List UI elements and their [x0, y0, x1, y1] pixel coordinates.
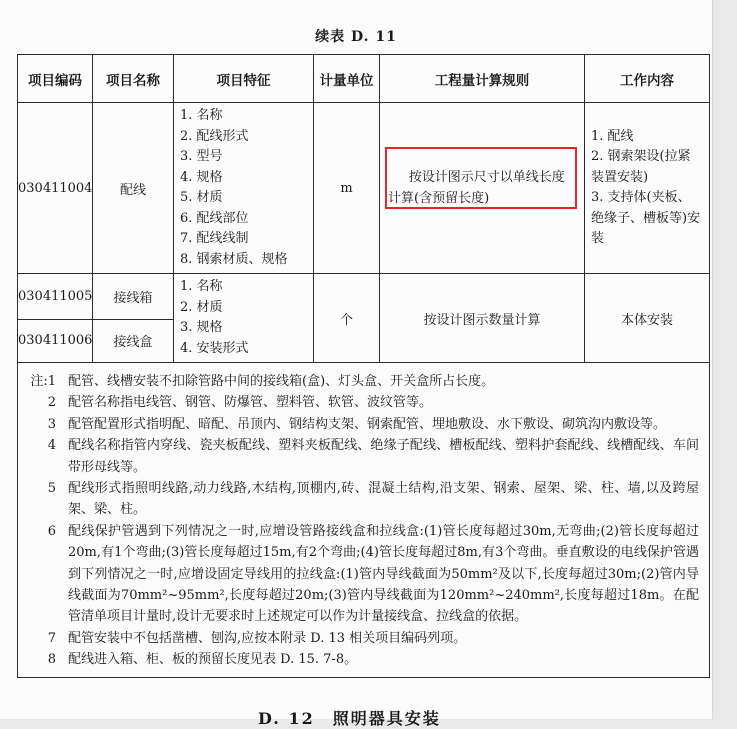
feature-line: 6. 配线部位: [180, 210, 249, 226]
item-unit: 个: [314, 274, 380, 363]
feature-line: 3. 型号: [180, 149, 223, 164]
note-item: [26, 628, 699, 649]
feature-line: 4. 规格: [180, 169, 223, 185]
header-features: 项目特征: [174, 55, 314, 103]
item-code: 030411004: [18, 103, 93, 274]
item-rule: [380, 103, 585, 274]
feature-line: 7. 配线线制: [180, 231, 249, 246]
item-name: 配线: [93, 103, 174, 274]
header-code: 项目编码: [18, 55, 93, 103]
note-number: 5: [47, 481, 56, 497]
note-number: 6: [47, 523, 56, 539]
header-work: 工作内容: [585, 55, 710, 103]
feature-line: 8. 钢索材质、规格: [180, 251, 288, 267]
feature-line: 2. 材质: [180, 299, 223, 315]
note-item: [26, 478, 699, 521]
item-name: 接线箱: [93, 274, 174, 320]
work-line: 2. 钢索架设(拉紧装置安装): [591, 149, 691, 185]
work-line: 3. 支持体(夹板、绝缘子、槽板等)安装: [591, 190, 701, 246]
note-item: [26, 435, 699, 478]
note-number: 4: [47, 438, 56, 454]
item-work: 本体安装: [585, 274, 710, 363]
note-item: [26, 392, 699, 413]
notes-row: [18, 363, 710, 678]
header-rule: 工程量计算规则: [380, 55, 585, 103]
rule-text: 按设计图示尺寸以单线长度计算(含预留长度): [388, 170, 565, 206]
note-number: 8: [47, 652, 56, 668]
note-item: [26, 414, 699, 435]
note-number: 7: [47, 630, 56, 646]
note-item: [26, 649, 699, 670]
note-item: [26, 521, 699, 628]
work-line: 1. 配线: [591, 128, 634, 144]
note-number: 2: [47, 395, 56, 411]
note-number: 注:1: [30, 374, 56, 389]
feature-line: 3. 规格: [180, 320, 223, 335]
item-features: [174, 103, 314, 274]
item-work: [585, 103, 710, 274]
item-unit: m: [314, 103, 380, 274]
feature-line: 1. 名称: [180, 279, 223, 294]
note-text: 配管名称指电线管、钢管、防爆管、塑料管、软管、波纹管等。: [68, 395, 433, 411]
notes-cell: [18, 363, 710, 678]
note-text: 配管、线槽安装不扣除管路中间的接线箱(盒)、灯头盒、开关盒所占长度。: [68, 374, 495, 389]
note-text: 配管安装中不包括凿槽、刨沟,应按本附录 D. 13 相关项目编码列项。: [68, 630, 467, 646]
item-features: [174, 274, 314, 363]
note-item: [26, 371, 699, 392]
item-code: 030411006: [18, 319, 93, 362]
table-header-row: [18, 55, 710, 103]
header-unit: 计量单位: [314, 55, 380, 103]
note-text: 配线名称指管内穿线、瓷夹板配线、塑料夹板配线、绝缘子配线、槽板配线、塑料护套配线、线槽配线、车间带形母线等。: [68, 438, 699, 475]
feature-line: 1. 名称: [180, 108, 223, 123]
note-text: 配线进入箱、柜、板的预留长度见表 D. 15. 7-8。: [68, 652, 358, 668]
quantity-table: [17, 54, 710, 678]
feature-line: 4. 安装形式: [180, 340, 249, 356]
next-section-title: D. 12 照明器具安装: [258, 709, 441, 728]
item-name: 接线盒: [93, 319, 174, 362]
note-number: 3: [47, 416, 56, 432]
note-text: 配线保护管遇到下列情况之一时,应增设管路接线盒和拉线盒:(1)管长度每超过30m,无弯曲;(2)管长度每超过20m,有1个弯曲;(3)管长度每超过15m,有2个弯曲;(4)管长度每超过8m,有3个弯曲。垂直敷设的电线保护管遇到下列情况之一时,应增设固定导线用的拉线盒:(1)管内导线截面为50mm²及以下,长度每超过30m;(2)管内导线截面为70mm²~95mm²,长度每超过20m;(3)管内导线截面为120mm²~240mm²,长度每超过18m。在配管清单项目计量时,设计无要求时上述规定可以作为计量接线盒、拉线盒的依据。: [68, 523, 699, 625]
item-code: 030411005: [18, 274, 93, 320]
feature-line: 2. 配线形式: [180, 128, 249, 144]
header-name: 项目名称: [93, 55, 174, 103]
note-text: 配线形式指照明线路,动力线路,木结构,顶棚内,砖、混凝土结构,沿支架、钢索、屋架、梁、柱、墙,以及跨屋架、梁、柱。: [68, 481, 699, 518]
feature-line: 5. 材质: [180, 190, 223, 205]
table-title: 续表 D. 11: [315, 29, 397, 45]
item-rule: 按设计图示数量计算: [380, 274, 585, 363]
table-row: [18, 103, 710, 274]
highlight-box: [385, 147, 577, 209]
table-row: [18, 274, 710, 320]
note-text: 配管配置形式指明配、暗配、吊顶内、钢结构支架、钢索配管、埋地敷设、水下敷设、砌筑沟内敷设等。: [68, 416, 667, 432]
